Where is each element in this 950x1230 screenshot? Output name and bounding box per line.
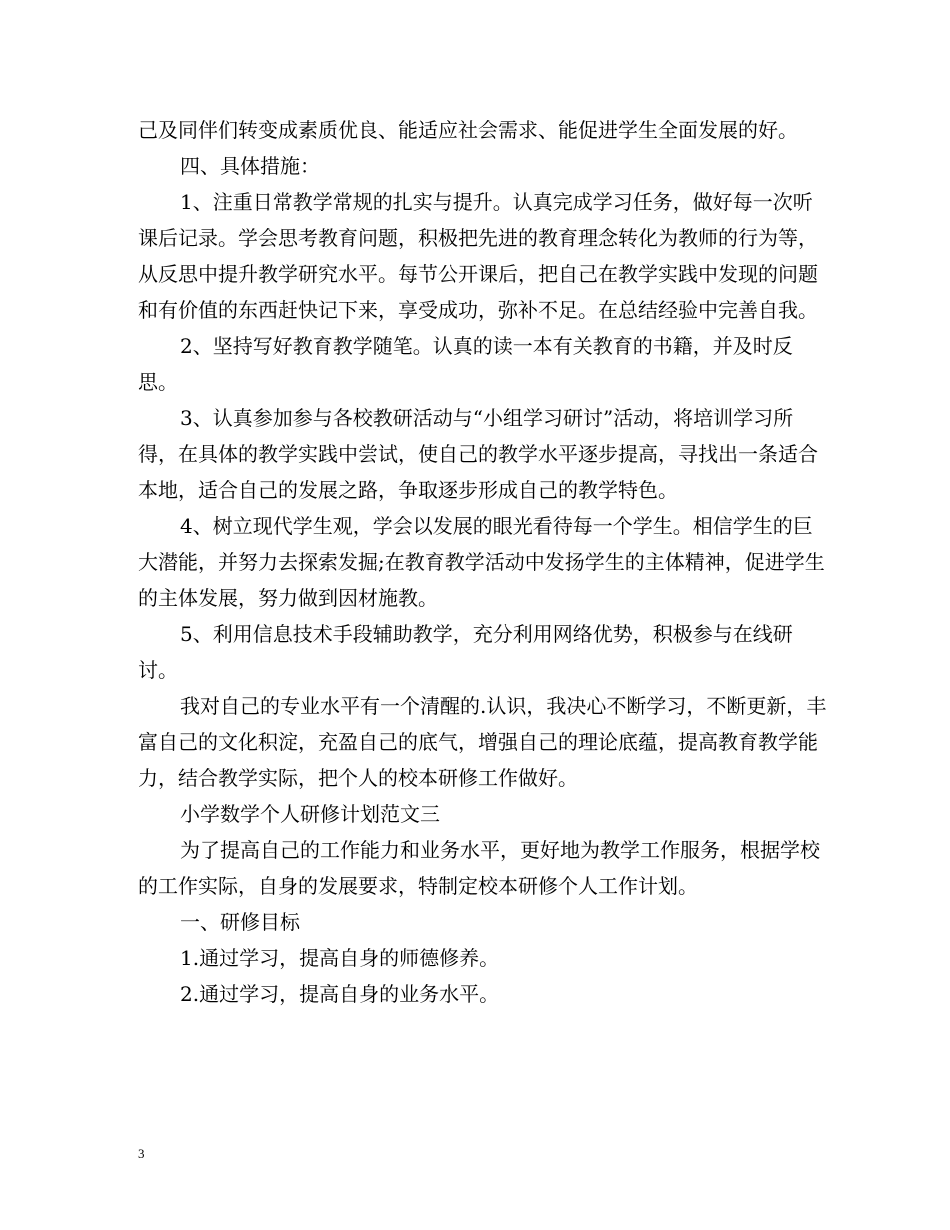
paragraph: 我对自己的专业水平有一个清醒的.认识，我决心不断学习，不断更新，丰富自己的文化积淀，充盈自己的底气，增强自己的理论底蕴，提高教育教学能力，结合教学实际，把个人的校本研修工作做好。	[138, 694, 827, 790]
list-item: 1.通过学习，提高自身的师德修养。	[180, 946, 500, 970]
paragraph: 4、树立现代学生观，学会以发展的眼光看待每一个学生。相信学生的巨大潜能，并努力去探索发掘;在教育教学活动中发扬学生的主体精神，促进学生的主体发展，努力做到因材施教。	[138, 514, 825, 610]
page-number: 3	[138, 1146, 145, 1161]
list-item: 2.通过学习，提高自身的业务水平。	[180, 982, 500, 1006]
article-title: 小学数学个人研修计划范文三	[180, 802, 440, 826]
section-heading: 四、具体措施：	[180, 154, 320, 178]
paragraph: 5、利用信息技术手段辅助教学，充分利用网络优势，积极参与在线研讨。	[138, 622, 793, 682]
paragraph: 3、认真参加参与各校教研活动与“小组学习研讨”活动，将培训学习所得，在具体的教学实践中尝试，使自己的教学水平逐步提高，寻找出一条适合本地，适合自己的发展之路，争取逐步形成自己的教学特色。	[138, 406, 818, 502]
paragraph: 1、注重日常教学常规的扎实与提升。认真完成学习任务，做好每一次听课后记录。学会思考教育问题，积极把先进的教育理念转化为教师的行为等，从反思中提升教学研究水平。每节公开课后，把自己在教学实践中发现的问题和有价值的东西赶快记下来，享受成功，弥补不足。在总结经验中完善自我。	[138, 190, 818, 322]
paragraph: 为了提高自己的工作能力和业务水平，更好地为教学工作服务，根据学校的工作实际，自身的发展要求，特制定校本研修个人工作计划。	[138, 838, 820, 898]
paragraph: 2、坚持写好教育教学随笔。认真的读一本有关教育的书籍，并及时反思。	[138, 334, 793, 394]
document-body	[138, 112, 828, 1012]
section-heading: 一、研修目标	[180, 910, 300, 934]
paragraph: 己及同伴们转变成素质优良、能适应社会需求、能促进学生全面发展的好。	[138, 118, 798, 142]
